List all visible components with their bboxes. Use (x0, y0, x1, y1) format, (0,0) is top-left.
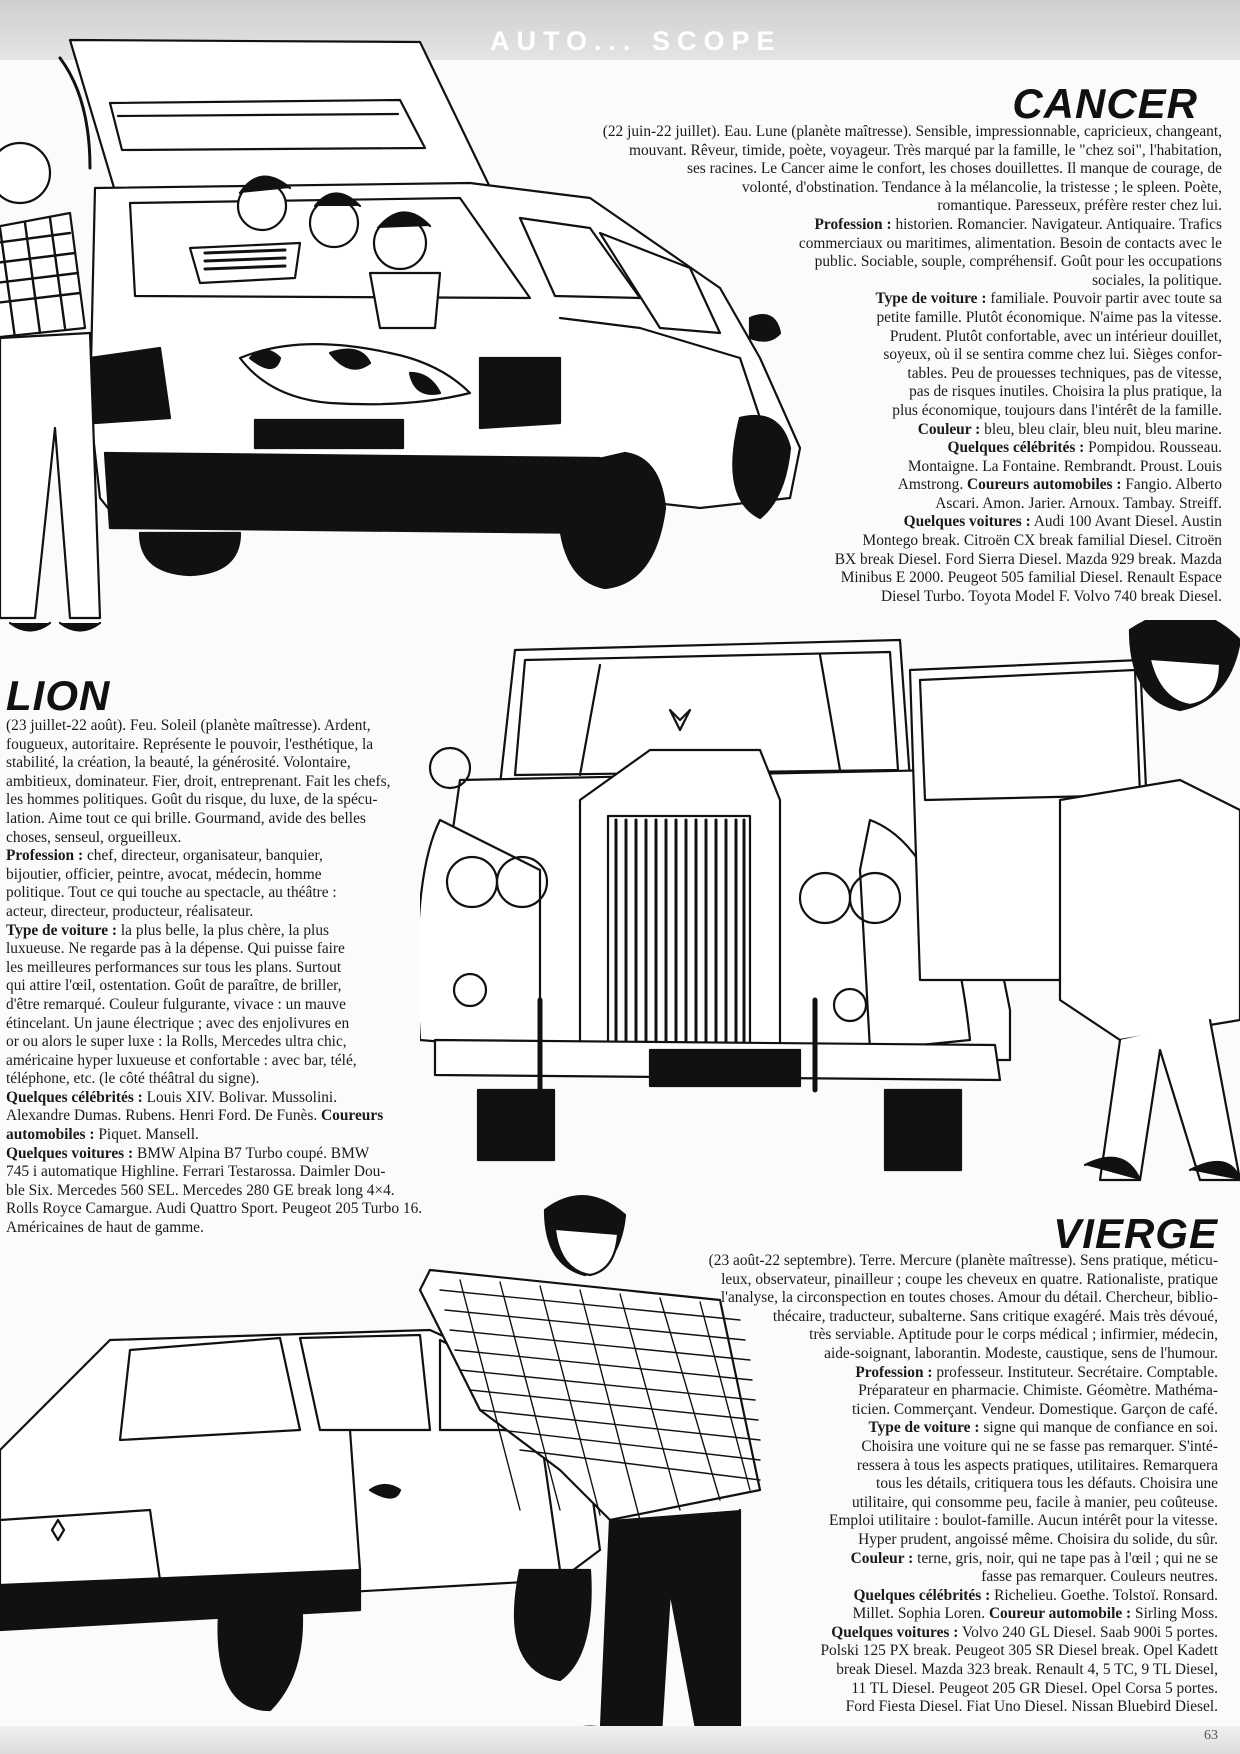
cancer-type: Type de voiture : familiale. Pouvoir partir avec toute sa (875, 290, 1222, 308)
cancer-line: soyeux, où il se sentira comme chez lui. Sièges confor- (883, 346, 1222, 364)
page-header-title: AUTO... SCOPE (490, 26, 782, 56)
page-number: 63 (1204, 1728, 1218, 1743)
label-voitures: Quelques voitures : (831, 1623, 959, 1641)
lion-line: d'être remarqué. Couleur fulgurante, vivace : un mauve (6, 995, 346, 1013)
cancer-line: sociales, la politique. (1092, 271, 1222, 289)
vierge-line: leux, observateur, pinailleur ; coupe les cheveux en quatre. Rationaliste, pratique (721, 1270, 1218, 1288)
cancer-line: petite famille. Plutôt économique. N'aime pas la vitesse. (876, 308, 1222, 326)
cancer-line: public. Sociable, souple, compréhensif. Goût pour les occupations (814, 253, 1222, 271)
sign-title-vierge: VIERGE (1053, 1210, 1218, 1257)
cancer-couleur: Couleur : bleu, bleu clair, bleu nuit, bleu marine. (917, 420, 1222, 438)
vierge-line: très serviable. Aptitude pour le corps médical ; infirmier, médecin, (809, 1326, 1218, 1344)
vierge-line: Ford Fiesta Diesel. Fiat Uno Diesel. Nissan Bluebird Diesel. (845, 1698, 1218, 1716)
cancer-line: Montaigne. La Fontaine. Rembrandt. Proust. Louis (907, 457, 1222, 475)
vierge-line: aide-soignant, laborantin. Modeste, caustique, sens de l'humour. (824, 1344, 1218, 1362)
lion-line: ble Six. Mercedes 560 SEL. Mercedes 280 GE break long 4×4. (6, 1181, 395, 1199)
lion-line: étincelant. Un jaune électrique ; avec des enjolivures en (6, 1014, 350, 1032)
sign-title-lion: LION (6, 672, 111, 719)
label-voitures: Quelques voitures : (903, 513, 1031, 531)
vierge-couleur: Couleur : terne, gris, noir, qui ne tape pas à l'œil ; qui ne se (850, 1549, 1218, 1567)
vierge-line: tous les détails, critiquera tous les défauts. Choisira une (876, 1475, 1218, 1493)
cancer-voitures: Quelques voitures : Audi 100 Avant Diesel. Austin (903, 513, 1222, 531)
cancer-line: BX break Diesel. Ford Sierra Diesel. Mazda 929 break. Mazda (834, 550, 1222, 568)
vierge-line: Emploi utilitaire : boulot-famille. Aucun intérêt pour la vitesse. (829, 1512, 1218, 1530)
lion-line: choses, senseul, orgueilleux. (6, 828, 182, 846)
lion-type: Type de voiture : la plus belle, la plus chère, la plus (6, 921, 330, 939)
vierge-profession: Profession : professeur. Instituteur. Secrétaire. Comptable. (855, 1363, 1218, 1381)
lion-line: téléphone, etc. (le côté théâtral du signe). (6, 1070, 260, 1088)
label-couleur: Couleur : (850, 1549, 914, 1567)
lion-line: Américaines de haut de gamme. (6, 1219, 204, 1237)
cancer-line: tables. Peu de prouesses techniques, pas de vitesse, (907, 364, 1222, 382)
illustration-rolls-royce (420, 620, 1240, 1190)
lion-line: fougueux, autoritaire. Représente le pouvoir, l'esthétique, la (6, 735, 374, 753)
lion-line: politique. Tout ce qui touche au spectacle, au théâtre : (6, 884, 337, 902)
vierge-line: ressera à tous les aspects pratiques, utilitaires. Remarquera (856, 1456, 1218, 1474)
label-type-voiture: Type de voiture : (868, 1419, 980, 1437)
lion-line: ambitieux, dominateur. Fier, droit, entreprenant. Fait les chefs, (6, 772, 391, 790)
label-profession: Profession : (6, 847, 84, 865)
vierge-line: (23 août-22 septembre). Terre. Mercure (planète maîtresse). Sens pratique, méticu- (708, 1252, 1218, 1269)
cancer-line: volonté, d'obstination. Tendance à la mélancolie, la tristesse ; le spleen. Poète, (741, 178, 1222, 196)
lion-line: américaine hyper luxueuse et confortable : avec bar, télé, (6, 1051, 357, 1069)
vierge-line: Hyper prudent, angoissé même. Choisira du solide, du sûr. (858, 1530, 1218, 1548)
label-celebrites: Quelques célébrités : (853, 1586, 991, 1604)
sign-title-cancer: CANCER (1012, 80, 1198, 127)
label-celebrites: Quelques célébrités : (947, 439, 1085, 457)
vierge-line: 11 TL Diesel. Peugeot 205 GR Diesel. Opel Corsa 5 portes. (851, 1679, 1218, 1697)
cancer-celebrites: Quelques célébrités : Pompidou. Rousseau. (947, 439, 1222, 457)
vierge-voitures: Quelques voitures : Volvo 240 GL Diesel. Saab 900i 5 portes. (831, 1623, 1218, 1641)
cancer-line: (22 juin-22 juillet). Eau. Lune (planète maîtresse). Sensible, impressionnable, capricieux, changeant, (602, 123, 1222, 140)
label-coureurs: Coureurs (321, 1107, 384, 1125)
lion-celebrites-2: Alexandre Dumas. Rubens. Henri Ford. De Funès. Coureurs (6, 1107, 384, 1125)
cancer-line: plus économique, toujours dans l'intérêt de la famille. (892, 401, 1222, 419)
lion-voitures: Quelques voitures : BMW Alpina B7 Turbo coupé. BMW (6, 1144, 370, 1162)
vierge-text (558, 1252, 1218, 1717)
label-profession: Profession : (814, 215, 892, 233)
vierge-line: break Diesel. Mazda 323 break. Renault 4, 5 TC, 9 TL Diesel, (836, 1661, 1218, 1679)
lion-line: or ou alors le super luxe : la Rolls, Mercedes ultra chic, (6, 1033, 347, 1051)
cancer-line: Diesel Turbo. Toyota Model F. Volvo 740 break Diesel. (881, 587, 1222, 605)
cancer-line: romantique. Paresseux, préfère rester chez lui. (937, 197, 1222, 215)
cancer-profession: Profession : historien. Romancier. Navigateur. Antiquaire. Trafics (814, 215, 1222, 233)
vierge-coureur: Millet. Sophia Loren. Coureur automobile : Sirling Moss. (852, 1605, 1218, 1623)
lion-celebrites: Quelques célébrités : Louis XIV. Bolivar. Mussolini. (6, 1088, 338, 1106)
label-profession: Profession : (855, 1363, 933, 1381)
label-type-voiture: Type de voiture : (875, 290, 987, 308)
label-type-voiture: Type de voiture : (6, 921, 118, 939)
label-coureurs: Coureurs automobiles : (967, 476, 1122, 494)
lion-line: acteur, directeur, producteur, réalisateur. (6, 902, 254, 920)
vierge-line: Préparateur en pharmacie. Chimiste. Géomètre. Mathéma- (858, 1382, 1218, 1400)
vierge-line: l'analyse, la circonspection en toutes choses. Amour du détail. Chercheur, biblio- (720, 1289, 1218, 1307)
cancer-line: Montego break. Citroën CX break familial Diesel. Citroën (862, 532, 1222, 550)
cancer-line: Minibus E 2000. Peugeot 505 familial Diesel. Renault Espace (840, 569, 1222, 587)
lion-line: bijoutier, officier, peintre, avocat, médecin, homme (6, 865, 322, 883)
lion-coureurs: automobiles : Piquet. Mansell. (6, 1126, 199, 1144)
cancer-line: mouvant. Rêveur, timide, poète, voyageur. Très marqué par la famille, le "chez soi", l'habitation, (629, 141, 1222, 159)
cancer-text (422, 123, 1222, 606)
lion-line: Rolls Royce Camargue. Audi Quattro Sport. Peugeot 205 Turbo 16. (6, 1200, 423, 1218)
lion-line: qui attire l'œil, ostentation. Goût de paraître, de briller, (6, 977, 342, 995)
lion-line: stabilité, la création, la beauté, la générosité. Volontaire, (6, 754, 351, 772)
cancer-line: Ascari. Amon. Jarier. Arnoux. Tambay. Streiff. (935, 494, 1222, 512)
lion-line: 745 i automatique Highline. Ferrari Testarossa. Daimler Dou- (6, 1163, 386, 1181)
vierge-type: Type de voiture : signe qui manque de confiance en soi. (868, 1419, 1218, 1437)
lion-line: luxueuse. Ne regarde pas à la dépense. Qui puisse faire (6, 940, 345, 958)
vierge-line: ticien. Commerçant. Vendeur. Domestique. Garçon de café. (852, 1400, 1218, 1418)
lion-profession: Profession : chef, directeur, organisateur, banquier, (6, 847, 323, 865)
vierge-line: utilitaire, qui consomme peu, facile à manier, peu coûteuse. (851, 1493, 1218, 1511)
vierge-celebrites: Quelques célébrités : Richelieu. Goethe. Tolstoï. Ronsard. (853, 1586, 1218, 1604)
lion-line: lation. Aime tout ce qui brille. Gourmand, avide des belles (6, 809, 366, 827)
label-coureur: Coureur automobile : (988, 1605, 1132, 1623)
cancer-coureurs: Amstrong. Coureurs automobiles : Fangio. Alberto (897, 476, 1222, 494)
footer-band (0, 1726, 1240, 1754)
vierge-line: Polski 125 PX break. Peugeot 305 SR Diesel break. Opel Kadett (820, 1642, 1218, 1660)
label-couleur: Couleur : (917, 420, 981, 438)
cancer-line: commerciaux ou maritimes, alimentation. Besoin de contacts avec le (798, 234, 1222, 252)
label-celebrites: Quelques célébrités : (6, 1088, 143, 1106)
lion-line: les meilleures performances sur tous les plans. Surtout (6, 958, 342, 976)
vierge-line: Choisira une voiture qui ne se fasse pas remarquer. S'inté- (861, 1437, 1218, 1455)
cancer-line: Prudent. Plutôt confortable, avec un intérieur douillet, (889, 327, 1222, 345)
cancer-line: pas de risques inutiles. Choisira la plus pratique, la (909, 383, 1222, 401)
lion-line: les hommes politiques. Goût du risque, du luxe, de la spécu- (6, 791, 378, 809)
label-voitures: Quelques voitures : (6, 1144, 134, 1162)
vierge-line: fasse pas remarquer. Couleurs neutres. (981, 1568, 1218, 1586)
cancer-line: ses racines. Le Cancer aime le confort, les choses douillettes. Il manque de courage, de (686, 160, 1222, 178)
lion-line: (23 juillet-22 août). Feu. Soleil (planète maîtresse). Ardent, (6, 717, 371, 734)
lion-text (6, 717, 506, 1238)
vierge-line: thécaire, traducteur, subalterne. Sans critique exagéré. Mais très dévoué, (772, 1307, 1218, 1325)
